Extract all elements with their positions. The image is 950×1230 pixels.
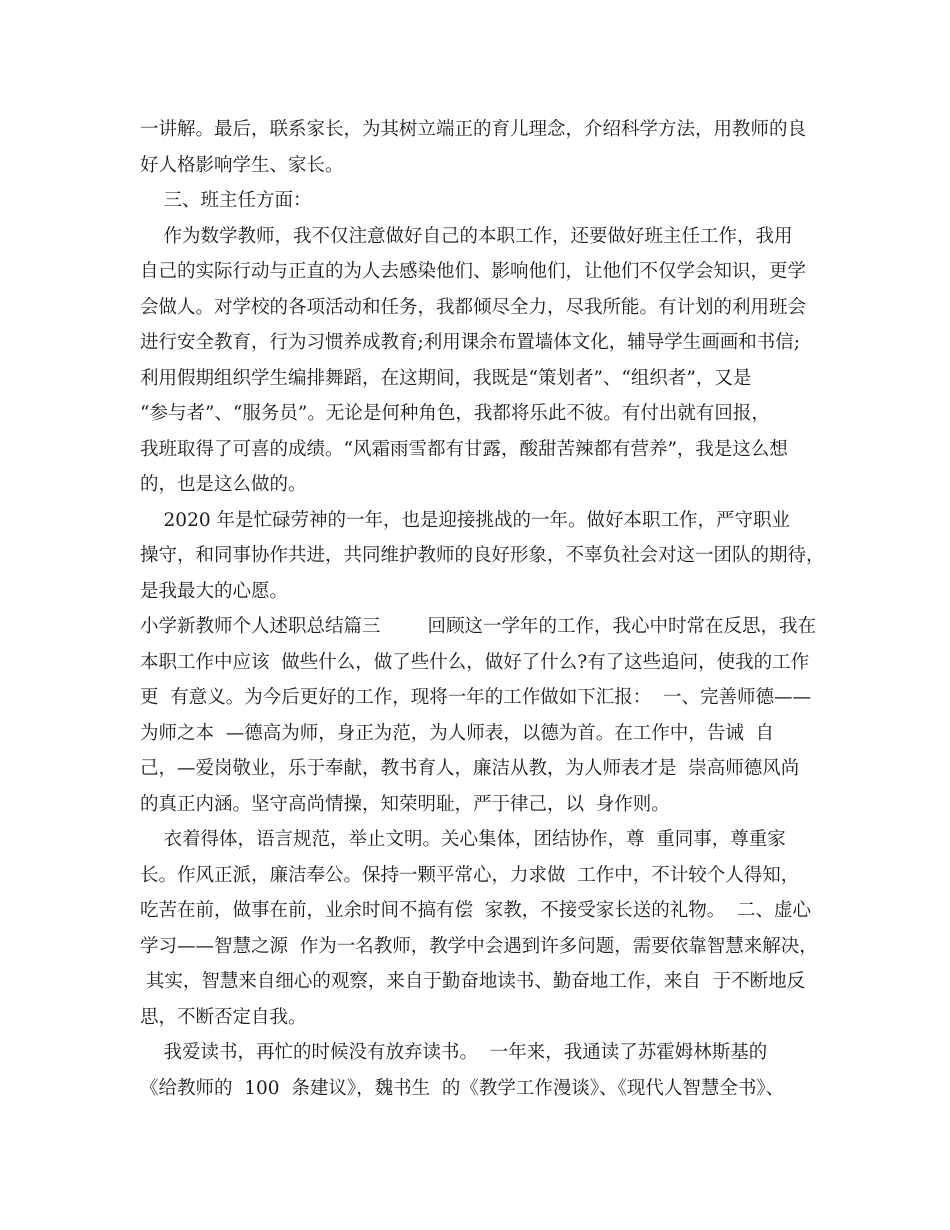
text-line: 我爱读书，再忙的时候没有放弃读书。 一年来，我通读了苏霍姆林斯基的 bbox=[140, 1042, 768, 1063]
text-line: 2020 年是忙碌劳神的一年，也是迎接挑战的一年。做好本职工作，严守职业 bbox=[140, 509, 790, 531]
text-line: 进行安全教育，行为习惯养成教育;利用课余布置墙体文化，辅导学生画画和书信; bbox=[140, 332, 800, 353]
text-line: 学习——智慧之源 作为一名教师，教学中会遇到许多问题，需要依靠智慧来解决， bbox=[140, 935, 818, 957]
text-line: 操守，和同事协作共进，共同维护教师的良好形象，不辜负社会对这一团队的期待， bbox=[140, 545, 825, 566]
text-line: 利用假期组织学生编排舞蹈，在这期间，我既是“策划者”、“组织者”，又是 bbox=[140, 367, 752, 389]
text-line: 好人格影响学生、家长。 bbox=[140, 154, 344, 176]
text-line: 小学新教师个人述职总结篇三 回顾这一学年的工作，我心中时常在反思，我在 bbox=[140, 616, 817, 637]
text-line: 《给教师的 100 条建议》，魏书生 的《教学工作漫谈》、《现代人智慧全书》、 bbox=[140, 1077, 785, 1099]
document-body bbox=[140, 112, 825, 1106]
text-line: 更 有意义。为今后更好的工作，现将一年的工作做如下汇报： 一、完善师德—— bbox=[140, 687, 812, 708]
text-line: 衣着得体，语言规范，举止文明。关心集体，团结协作，尊 重同事，尊重家 bbox=[140, 829, 786, 850]
text-line: 自己的实际行动与正直的为人去感染他们、影响他们，让他们不仅学会知识，更学 bbox=[140, 261, 807, 282]
text-line: 本职工作中应该 做些什么，做了些什么，做好了什么?有了这些追问，使我的工作 bbox=[140, 651, 810, 673]
text-line: 己，—爱岗敬业，乐于奉献，教书育人，廉洁从教，为人师表才是 崇高师德风尚 bbox=[140, 758, 800, 779]
section-heading: 三、班主任方面： bbox=[140, 190, 312, 211]
text-line: 为师之本 —德高为师，身正为范，为人师表，以德为首。在工作中，告诫 自 bbox=[140, 722, 775, 744]
text-line: 是我最大的心愿。 bbox=[140, 580, 289, 602]
text-line: 作为数学教师，我不仅注意做好自己的本职工作，还要做好班主任工作，我用 bbox=[140, 225, 793, 247]
text-line: 我班取得了可喜的成绩。“风霜雨雪都有甘露，酸甜苦辣都有营养”，我是这么想 bbox=[140, 438, 788, 460]
text-line: 会做人。对学校的各项活动和任务，我都倾尽全力，尽我所能。有计划的利用班会 bbox=[140, 296, 807, 318]
text-line: 的，也是这么做的。 bbox=[140, 474, 307, 495]
text-line: 吃苦在前，做事在前，业余时间不搞有偿 家教，不接受家长送的礼物。 二、虚心 bbox=[140, 900, 812, 921]
text-line: 长。作风正派，廉洁奉公。保持一颗平常心，力求做 工作中，不计较个人得知， bbox=[140, 864, 800, 886]
text-line: 思，不断否定自我。 bbox=[140, 1006, 307, 1028]
text-line: 一讲解。最后，联系家长，为其树立端正的育儿理念，介绍科学方法，用教师的良 bbox=[140, 119, 807, 140]
text-line: 的真正内涵。坚守高尚情操，知荣明耻，严于律己，以 身作则。 bbox=[140, 793, 670, 815]
text-line: 其实，智慧来自细心的观察，来自于勤奋地读书、勤奋地工作，来自 于不断地反 bbox=[140, 971, 806, 992]
text-line: “参与者”、“服务员”。无论是何种角色，我都将乐此不彼。有付出就有回报， bbox=[140, 403, 770, 424]
